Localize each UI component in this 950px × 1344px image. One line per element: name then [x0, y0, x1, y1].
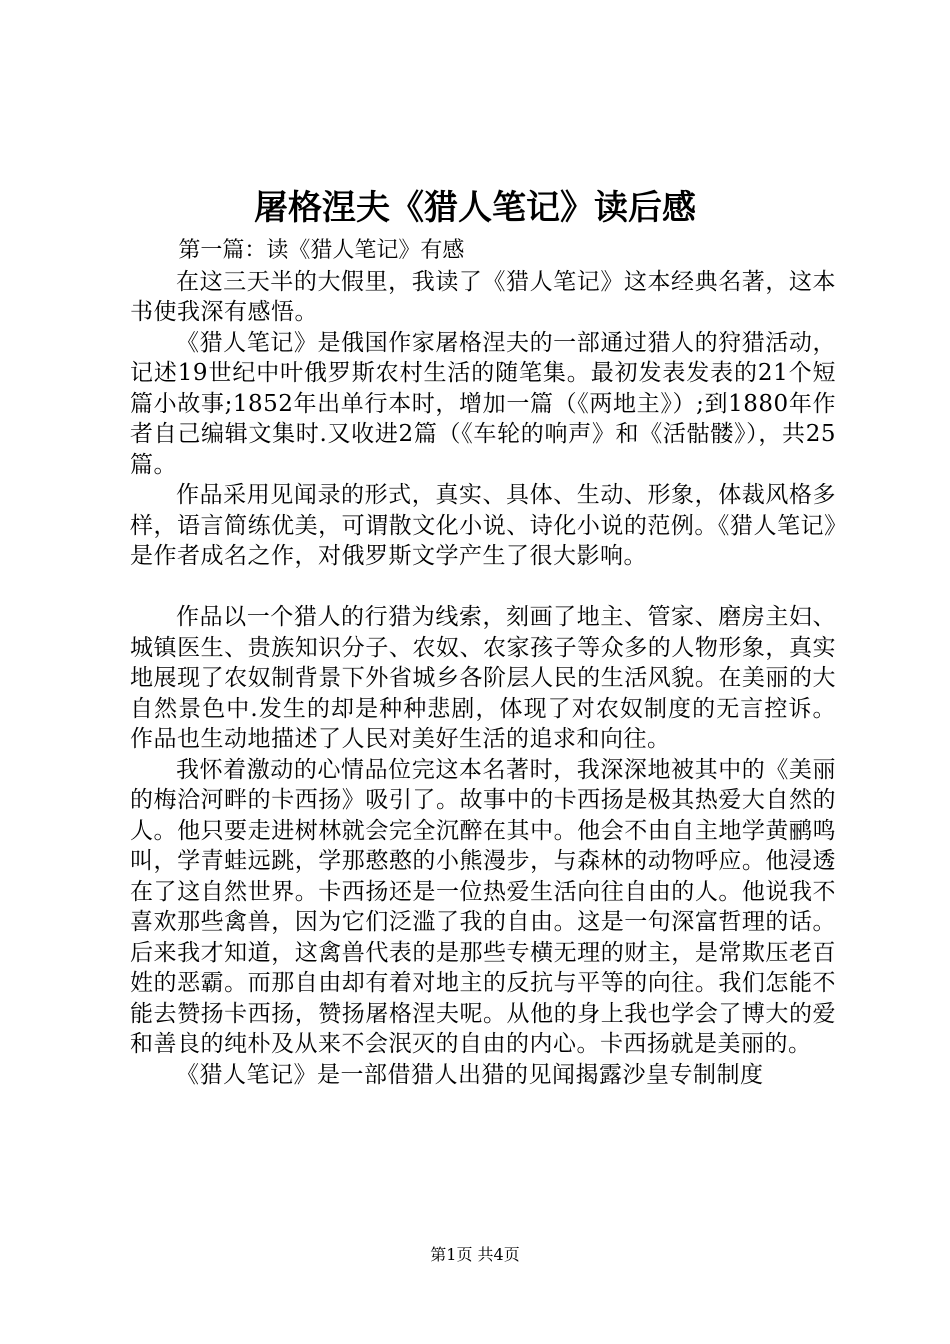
document-title: 屠格涅夫《猎人笔记》读后感 [254, 188, 696, 228]
page-footer: 第1页 共4页 [430, 1245, 520, 1264]
paragraph-6: 《猎人笔记》是一部借猎人出猎的见闻揭露沙皇专制制度 [176, 1061, 764, 1088]
paragraph-5: 我怀着激动的心情品位完这本名著时，我深深地被其中的《美丽的梅洽河畔的卡西扬》吸引了。故事中的卡西扬是极其热爱大自然的人。他只要走进树林就会完全沉醉在其中。他会不由自主地学黄鹂鸣叫，学青蛙远跳，学那憨憨的小熊漫步，与森林的动物呼应。他浸透在了这自然世界。卡西扬还是一位热爱生活向往自由的人。他说我不喜欢那些禽兽，因为它们泛滥了我的自由。这是一句深富哲理的话。后来我才知道，这禽兽代表的是那些专横无理的财主，是常欺压老百姓的恶霸。而那自由却有着对地主的反抗与平等的向往。我们怎能不能去赞扬卡西扬，赞扬屠格涅夫呢。从他的身上我也学会了博大的爱和善良的纯朴及从来不会泯灭的自由的内心。卡西扬就是美丽的。 [130, 756, 836, 1057]
section-heading: 第一篇：读《猎人笔记》有感 [178, 238, 465, 263]
paragraph-3: 作品采用见闻录的形式，真实、具体、生动、形象，体裁风格多样，语言简练优美，可谓散文化小说、诗化小说的范例。《猎人笔记》是作者成名之作，对俄罗斯文学产生了很大影响。 [130, 482, 836, 569]
paragraph-4: 作品以一个猎人的行猎为线索，刻画了地主、管家、磨房主妇、城镇医生、贵族知识分子、农奴、农家孩子等众多的人物形象，真实地展现了农奴制背景下外省城乡各阶层人民的生活风貌。在美丽的大自然景色中.发生的却是种种悲剧，体现了对农奴制度的无言控诉。作品也生动地描述了人民对美好生活的追求和向往。 [130, 604, 836, 752]
blank-line [130, 572, 836, 603]
paragraph-2: 《猎人笔记》是俄国作家屠格涅夫的一部通过猎人的狩猎活动，记述19世纪中叶俄罗斯农村生活的随笔集。最初发表发表的21个短篇小故事;1852年出单行本时，增加一篇（《两地主》）;到1880年作者自己编辑文集时.又收进2篇（《车轮的响声》和《活骷髅》），共25篇。 [130, 329, 836, 478]
document-body [130, 236, 836, 1090]
paragraph-1: 在这三天半的大假里，我读了《猎人笔记》这本经典名著，这本书使我深有感悟。 [130, 268, 836, 325]
